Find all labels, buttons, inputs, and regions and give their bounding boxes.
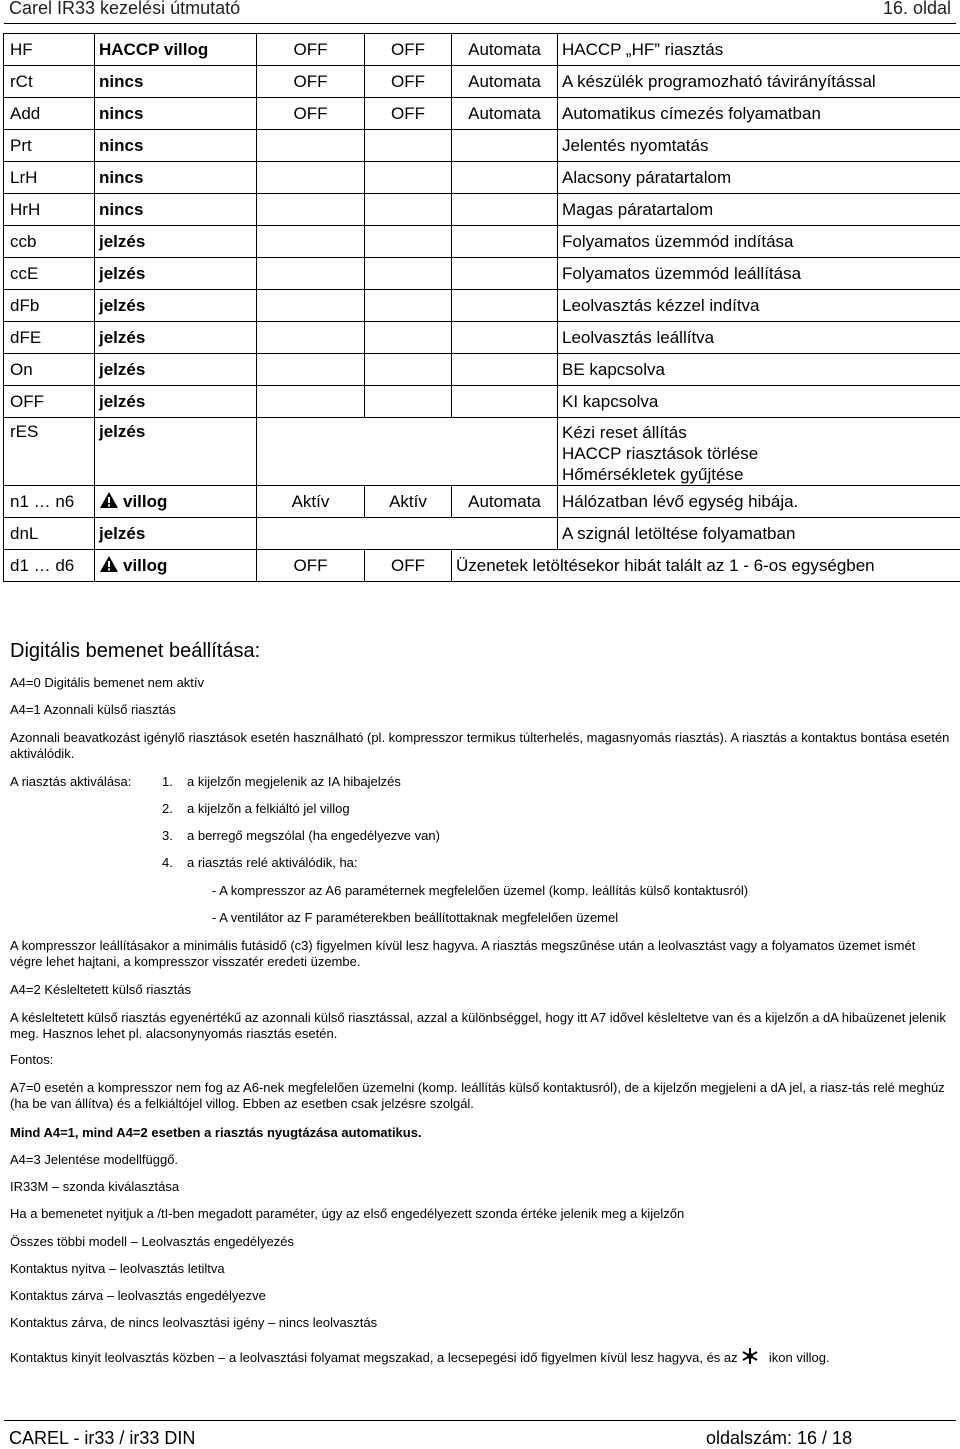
alarm-signal: nincs	[95, 98, 257, 130]
alarm-description: Leolvasztás kézzel indítva	[558, 290, 960, 322]
ir33m-line: IR33M – szonda kiválasztása	[10, 1179, 179, 1195]
page-label: 16. oldal	[883, 0, 951, 19]
alarm-signal: jelzés	[95, 386, 257, 418]
alarm-description: HACCP „HF” riasztás	[558, 34, 960, 66]
alarm-col3: OFF	[257, 66, 365, 98]
alarm-col4	[365, 162, 452, 194]
alarm-signal: jelzés	[95, 290, 257, 322]
alarm-signal: HACCP villog	[95, 34, 257, 66]
alarm-col3: OFF	[257, 550, 365, 582]
alarm-col3	[257, 386, 365, 418]
description-line: Hőmérsékletek gyűjtése	[562, 464, 956, 485]
paragraph: A késleltetett külső riasztás egyenértékű az azonnali külső riasztással, azzal a különbséggel, hogy itt A7 idővel késleltetve van és a kijelzőn a dA hibaüzenet jelenik meg. Hasznos lehet pl. alacsonynyomás riasztás esetén.	[10, 1010, 950, 1042]
step-number: 2.	[162, 801, 173, 816]
alarm-description: Jelentés nyomtatás	[558, 130, 960, 162]
alarm-col5	[452, 258, 558, 290]
alarm-col3	[257, 162, 365, 194]
alarm-col3	[257, 354, 365, 386]
sub-item: - A kompresszor az A6 paraméternek megfelelően üzemel (komp. leállítás külső kontaktusról)	[212, 883, 748, 898]
alarm-col5: Automata	[452, 34, 558, 66]
paragraph: A7=0 esetén a kompresszor nem fog az A6-nek megfelelően üzemelni (komp. leállítás külső kontaktusról), de a kijelzőn megjeleni a dA jel, a riasz-tás relé meghúz (ha be van állítva) és a felkiáltójel villog. Ebben az esetben csak jelzésre szolgál.	[10, 1080, 950, 1112]
alarm-signal: nincs	[95, 130, 257, 162]
warning-icon	[99, 491, 119, 509]
alarm-col5	[452, 290, 558, 322]
defrost-icon	[741, 1347, 759, 1365]
alarm-col4: OFF	[365, 550, 452, 582]
table-row	[4, 66, 960, 98]
alarm-col4	[365, 386, 452, 418]
alarm-signal: jelzés	[95, 418, 257, 486]
footer-rule	[4, 1420, 956, 1421]
defrost-text: Kontaktus kinyit leolvasztás közben – a leolvasztási folyamat megszakad, a lecsepegési idő figyelmen kívül lesz hagyva, és az	[10, 1350, 738, 1365]
alarm-col5	[452, 322, 558, 354]
alarm-signal: nincs	[95, 162, 257, 194]
step-number: 3.	[162, 828, 173, 843]
alarm-table	[3, 33, 960, 582]
alarm-code: rES	[4, 418, 95, 486]
alarm-col3	[257, 226, 365, 258]
alarm-description: Magas páratartalom	[558, 194, 960, 226]
alarm-description	[558, 418, 960, 486]
table-row	[4, 486, 960, 518]
step-number: 1.	[162, 774, 173, 789]
table-row	[4, 518, 960, 550]
alarm-signal: nincs	[95, 194, 257, 226]
alarm-signal: jelzés	[95, 354, 257, 386]
section-heading: Digitális bemenet beállítása:	[10, 640, 260, 663]
alarm-col5: Automata	[452, 486, 558, 518]
alarm-code: LrH	[4, 162, 95, 194]
alarm-code: dnL	[4, 518, 95, 550]
description-line: HACCP riasztások törlése	[562, 443, 956, 464]
alarm-code: OFF	[4, 386, 95, 418]
defrost-line: Összes többi modell – Leolvasztás engedélyezés	[10, 1234, 294, 1250]
alarm-signal: villog	[123, 492, 167, 511]
alarm-col4: OFF	[365, 98, 452, 130]
defrost-line	[10, 1347, 830, 1366]
table-row	[4, 290, 960, 322]
alarm-col5: Automata	[452, 98, 558, 130]
description-line: Kézi reset állítás	[562, 422, 956, 443]
step-text: a kijelzőn a felkiáltó jel villog	[187, 801, 350, 816]
alarm-col4	[365, 354, 452, 386]
paragraph: A kompresszor leállításakor a minimális futásidő (c3) figyelmen kívül lesz hagyva. A riasztás megszűnése után a leolvasztást vagy a folyamatos üzemet ismét végre lehet hajtani, a kompresszor visszatér eredeti üzembe.	[10, 938, 950, 970]
alarm-code: ccE	[4, 258, 95, 290]
alarm-description: BE kapcsolva	[558, 354, 960, 386]
defrost-text: ikon villog.	[769, 1350, 830, 1365]
table-row	[4, 258, 960, 290]
defrost-line: Kontaktus zárva, de nincs leolvasztási igény – nincs leolvasztás	[10, 1315, 377, 1331]
alarm-code: HrH	[4, 194, 95, 226]
alarm-description: Hálózatban lévő egység hibája.	[558, 486, 960, 518]
alarm-col5: Automata	[452, 66, 558, 98]
a4-0-line: A4=0 Digitális bemenet nem aktív	[10, 675, 204, 691]
alarm-col3: OFF	[257, 98, 365, 130]
alarm-signal: jelzés	[95, 322, 257, 354]
alarm-col3	[257, 258, 365, 290]
a4-3-line: A4=3 Jelentése modellfüggő.	[10, 1152, 178, 1168]
alarm-col3: Aktív	[257, 486, 365, 518]
empty-cell	[257, 418, 558, 486]
alarm-code: Add	[4, 98, 95, 130]
alarm-col4: Aktív	[365, 486, 452, 518]
alarm-code: dFE	[4, 322, 95, 354]
alarm-signal: jelzés	[95, 226, 257, 258]
alarm-code: Prt	[4, 130, 95, 162]
page-header	[0, 0, 960, 22]
alarm-col4	[365, 226, 452, 258]
alarm-col4	[365, 290, 452, 322]
a4-2-line: A4=2 Késleltetett külső riasztás	[10, 982, 191, 998]
alarm-code: dFb	[4, 290, 95, 322]
defrost-line: Kontaktus nyitva – leolvasztás letiltva	[10, 1261, 225, 1277]
alarm-col4	[365, 194, 452, 226]
alarm-description: Leolvasztás leállítva	[558, 322, 960, 354]
note-label: Fontos:	[10, 1052, 53, 1068]
table-row	[4, 130, 960, 162]
header-rule	[4, 23, 956, 24]
alarm-col5	[452, 226, 558, 258]
footer-model: CAREL - ir33 / ir33 DIN	[9, 1428, 195, 1449]
alarm-code: ccb	[4, 226, 95, 258]
alarm-code: On	[4, 354, 95, 386]
alarm-description: Üzenetek letöltésekor hibát talált az 1 - 6-os egységben	[452, 550, 960, 582]
table-row	[4, 418, 960, 486]
alarm-description: A szignál letöltése folyamatban	[558, 518, 960, 550]
alarm-signal: villog	[123, 556, 167, 575]
alarm-col3	[257, 194, 365, 226]
activation-label: A riasztás aktiválása:	[10, 774, 131, 790]
a4-1-line: A4=1 Azonnali külső riasztás	[10, 702, 176, 718]
table-row	[4, 34, 960, 66]
alarm-description: Folyamatos üzemmód indítása	[558, 226, 960, 258]
table-row	[4, 226, 960, 258]
sub-item: - A ventilátor az F paraméterekben beállítottaknak megfelelően üzemel	[212, 910, 618, 925]
step-text: a berregő megszólal (ha engedélyezve van)	[187, 828, 440, 843]
paragraph: Azonnali beavatkozást igénylő riasztások esetén használható (pl. kompresszor termikus túlterhelés, magasnyomás riasztás). A riasztás a kontaktus bontása esetén aktiválódik.	[10, 730, 950, 762]
alarm-col3	[257, 322, 365, 354]
footer-page-number: oldalszám: 16 / 18	[706, 1428, 852, 1449]
alarm-col4: OFF	[365, 34, 452, 66]
alarm-col3	[257, 290, 365, 322]
table-row	[4, 322, 960, 354]
alarm-col4: OFF	[365, 66, 452, 98]
alarm-signal: jelzés	[95, 258, 257, 290]
paragraph: Ha a bemenetet nyitjuk a /tI-ben megadott paraméter, úgy az első engedélyezett szonda értéke jelenik meg a kijelzőn	[10, 1206, 684, 1222]
alarm-code: d1 … d6	[4, 550, 95, 582]
step-number: 4.	[162, 855, 173, 870]
table-row	[4, 386, 960, 418]
alarm-col5	[452, 386, 558, 418]
defrost-line: Kontaktus zárva – leolvasztás engedélyezve	[10, 1288, 266, 1304]
empty-cell	[257, 518, 558, 550]
table-row	[4, 550, 960, 582]
alarm-col5	[452, 354, 558, 386]
alarm-description: A készülék programozható távirányítással	[558, 66, 960, 98]
alarm-col4	[365, 322, 452, 354]
alarm-col5	[452, 194, 558, 226]
alarm-signal-cell	[95, 550, 257, 582]
step-text: a riasztás relé aktiválódik, ha:	[187, 855, 358, 870]
alarm-description: Automatikus címezés folyamatban	[558, 98, 960, 130]
alarm-col5	[452, 130, 558, 162]
table-row	[4, 98, 960, 130]
alarm-code: rCt	[4, 66, 95, 98]
alarm-col4	[365, 130, 452, 162]
document-title: Carel IR33 kezelési útmutató	[9, 0, 240, 19]
bold-note: Mind A4=1, mind A4=2 esetben a riasztás nyugtázása automatikus.	[10, 1125, 422, 1141]
alarm-code: HF	[4, 34, 95, 66]
alarm-col4	[365, 258, 452, 290]
alarm-signal-cell	[95, 486, 257, 518]
alarm-col3: OFF	[257, 34, 365, 66]
alarm-description: Folyamatos üzemmód leállítása	[558, 258, 960, 290]
alarm-signal: nincs	[95, 66, 257, 98]
table-row	[4, 162, 960, 194]
step-text: a kijelzőn megjelenik az IA hibajelzés	[187, 774, 401, 789]
table-row	[4, 194, 960, 226]
alarm-signal: jelzés	[95, 518, 257, 550]
alarm-code: n1 … n6	[4, 486, 95, 518]
warning-icon	[99, 555, 119, 573]
alarm-col3	[257, 130, 365, 162]
alarm-description: KI kapcsolva	[558, 386, 960, 418]
alarm-col5	[452, 162, 558, 194]
table-row	[4, 354, 960, 386]
alarm-description: Alacsony páratartalom	[558, 162, 960, 194]
